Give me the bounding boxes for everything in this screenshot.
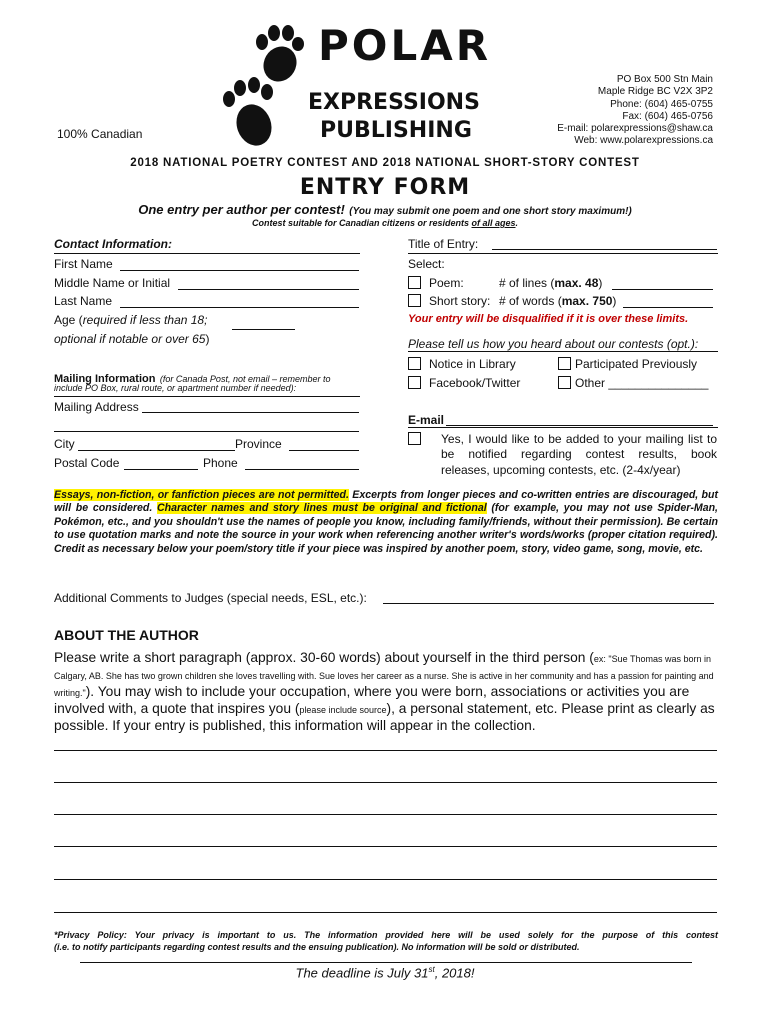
form-title: ENTRY FORM: [299, 175, 471, 200]
poem-lines-field[interactable]: [612, 289, 713, 290]
story-words-label: # of words (max. 750): [499, 294, 617, 308]
facebook-checkbox[interactable]: [408, 376, 421, 389]
short-story-label: Short story:: [429, 294, 491, 308]
address-line: PO Box 500 Stn Main: [616, 74, 713, 85]
middle-name-field[interactable]: [178, 289, 359, 290]
contact-divider: [54, 253, 360, 254]
province-field[interactable]: [289, 450, 359, 451]
title-of-entry-field[interactable]: [492, 249, 717, 250]
facebook-label: Facebook/Twitter: [429, 376, 521, 390]
deadline: The deadline is July 31st, 2018!: [295, 965, 475, 981]
phone-field[interactable]: [245, 469, 359, 470]
paw-print-icon: [250, 24, 305, 84]
address-line: Web: www.polarexpressions.ca: [574, 135, 713, 147]
heard-heading: Please tell us how you heard about our contests (opt.):: [408, 337, 699, 351]
logo-expressions: EXPRESSIONS: [308, 90, 480, 115]
library-checkbox[interactable]: [408, 357, 421, 370]
entry-rule: [0, 201, 770, 219]
mailing-address-field-2[interactable]: [54, 431, 359, 432]
logo: [220, 21, 492, 152]
eligibility: Contest suitable for Canadian citizens or residents of all ages.: [251, 218, 519, 228]
other-checkbox[interactable]: [558, 376, 571, 389]
about-heading: ABOUT THE AUTHOR: [54, 627, 199, 643]
comments-label: Additional Comments to Judges (special needs, ESL, etc.):: [54, 591, 367, 605]
middle-name-label: Middle Name or Initial: [54, 276, 171, 290]
mailing-list-text: Yes, I would like to be added to your mailing list to be notified regarding contest results, book releases, upcoming contests, etc. (2-4x/year): [441, 432, 717, 477]
age-field[interactable]: [232, 329, 295, 330]
disqualify-warning: Your entry will be disqualified if it is over these limits.: [408, 313, 689, 325]
select-label: Select:: [408, 257, 445, 271]
email-field[interactable]: [446, 425, 713, 426]
address-line: Phone: (604) 465-0755: [610, 98, 713, 110]
bio-line[interactable]: [54, 750, 717, 751]
last-name-field[interactable]: [120, 307, 359, 308]
mailing-address-field[interactable]: [142, 412, 359, 413]
entry-rule-paren: (You may submit one poem and one short story maximum!): [349, 206, 632, 217]
postal-code-field[interactable]: [124, 469, 198, 470]
age-label: Age (required if less than 18;: [54, 313, 208, 327]
contest-title: 2018 NATIONAL POETRY CONTEST AND 2018 NATIONAL SHORT-STORY CONTEST: [130, 157, 640, 169]
city-label: City: [54, 437, 75, 451]
short-story-checkbox[interactable]: [408, 294, 421, 307]
contact-heading: Contact Information:: [54, 237, 172, 251]
province-label: Province: [235, 437, 282, 451]
footer-divider: [80, 962, 692, 963]
poem-checkbox[interactable]: [408, 276, 421, 289]
entry-rule-main: One entry per author per contest!: [138, 202, 345, 217]
city-field[interactable]: [78, 450, 235, 451]
mailing-divider: [54, 396, 360, 397]
about-instructions: Please write a short paragraph (approx. 30-60 words) about yourself in the third person (ex: "Sue Thomas was born in Calgary, AB. She has two grown children she loves travelling with. Sue loves her career as a nurse. She is active in her community and has a passion for painting and writing."). You may wish to include your occupation, where you were born, associations or activities you are involved with, a quote that inspires you (please include source), a personal statement, etc. Please print as clearly as possible. If your entry is published, this information will appear in the collection.: [54, 650, 715, 733]
logo-publishing: PUBLISHING: [320, 118, 472, 143]
title-of-entry-label: Title of Entry:: [408, 237, 479, 251]
first-name-field[interactable]: [120, 270, 359, 271]
bio-line[interactable]: [54, 846, 717, 847]
bio-line[interactable]: [54, 782, 717, 783]
phone-label: Phone: [203, 456, 238, 470]
privacy-policy: *Privacy Policy: Your privacy is important to us. The information provided here will be used solely for the purpose of this contest (i.e. to notify participants regarding contest results and the ensuing publication). No information will be sold or distributed.: [54, 930, 718, 952]
mailing-list-checkbox[interactable]: [408, 432, 421, 445]
mailing-heading: Mailing Information (for Canada Post, not email – remember to: [54, 373, 331, 385]
email-label: E-mail: [408, 413, 445, 427]
email-divider: [408, 427, 718, 428]
paw-print-icon-2: [220, 77, 280, 149]
story-words-field[interactable]: [623, 307, 713, 308]
bio-line[interactable]: [54, 879, 717, 880]
heard-divider: [408, 351, 718, 352]
last-name-label: Last Name: [54, 294, 113, 308]
rules-notice: Essays, non-fiction, or fanfiction pieces are not permitted. Excerpts from longer pieces and co-written entries are discouraged, but will be considered. Character names and story lines must be original and fictional (for example, you may not use Spider-Man, Pokémon, etc., and you shouldn't use the names of people you know, including family/friends, without their permission). Be certain to use quotation marks and note the source in your work when referencing another writer's words/works (proper citation required). Credit as necessary below your poem/story title if your piece was inspired by another poem, story, video game, song, movie, etc.: [54, 489, 719, 555]
postal-code-label: Postal Code: [54, 456, 120, 470]
library-label: Notice in Library: [429, 357, 516, 371]
mailing-note: include PO Box, rural route, or apartment number if needed):: [54, 383, 297, 393]
other-label: Other _______________: [575, 376, 709, 390]
bio-line[interactable]: [54, 814, 717, 815]
bio-line[interactable]: [54, 912, 717, 913]
comments-field[interactable]: [383, 603, 714, 604]
poem-label: Poem:: [429, 276, 464, 290]
entry-divider: [408, 253, 718, 254]
address-line: Fax: (604) 465-0756: [622, 110, 713, 122]
publisher-address: [557, 74, 713, 148]
tagline: 100% Canadian: [57, 127, 143, 141]
first-name-label: First Name: [54, 257, 113, 271]
logo-polar: POLAR: [318, 21, 492, 70]
participated-checkbox[interactable]: [558, 357, 571, 370]
poem-lines-label: # of lines (max. 48): [499, 276, 603, 290]
age-label-2: optional if notable or over 65): [54, 332, 210, 346]
address-line: E-mail: polarexpressions@shaw.ca: [557, 123, 713, 135]
address-line: Maple Ridge BC V2X 3P2: [597, 86, 713, 98]
mailing-address-label: Mailing Address: [54, 400, 139, 414]
participated-label: Participated Previously: [575, 357, 698, 371]
